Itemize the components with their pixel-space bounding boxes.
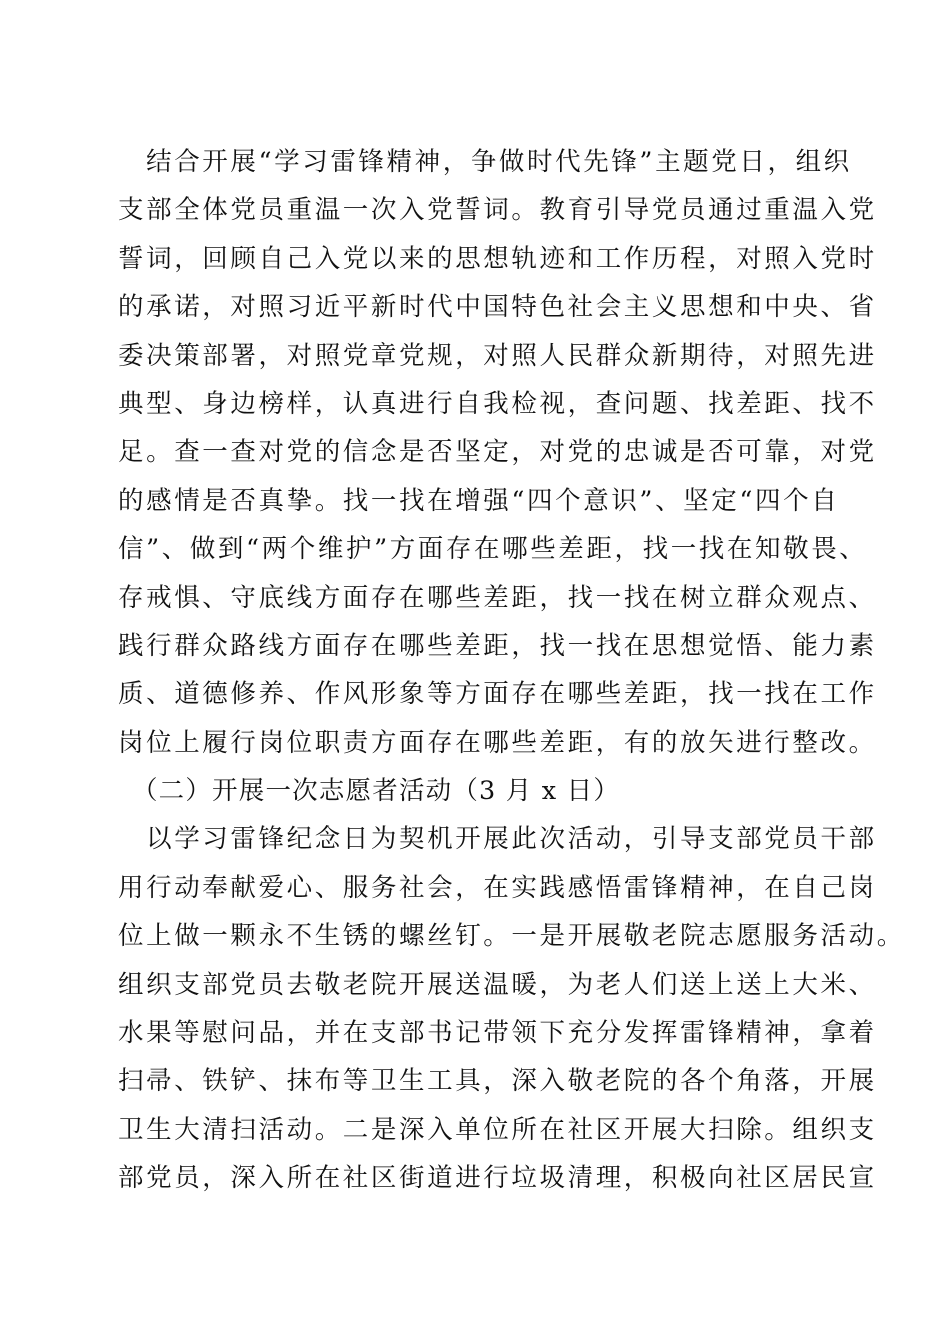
text-line: 卫生大清扫活动。二是深入单位所在社区开展大扫除。组织支 [118,1114,877,1145]
text-line: 信”、做到“两个维护”方面存在哪些差距，找一找在知敬畏、 [118,534,868,565]
text-line: 的感情是否真挚。找一找在增强“四个意识”、坚定“四个自 [118,485,840,516]
text-line: 足。查一查对党的信念是否坚定，对党的忠诚是否可靠，对党 [118,437,877,468]
text-line: 用行动奉献爱心、服务社会，在实践感悟雷锋精神，在自己岗 [118,872,877,903]
text-line: 扫帚、铁铲、抹布等卫生工具，深入敬老院的各个角落，开展 [118,1066,877,1097]
text-line: 岗位上履行岗位职责方面存在哪些差距，有的放矢进行整改。 [118,727,877,758]
text-line: 组织支部党员去敬老院开展送温暖，为老人们送上送上大米、 [118,969,877,1000]
text-line: 践行群众路线方面存在哪些差距，找一找在思想觉悟、能力素 [118,630,877,661]
text-line: 典型、身边榜样，认真进行自我检视，查问题、找差距、找不 [118,388,877,419]
text-line: 质、道德修养、作风形象等方面存在哪些差距，找一找在工作 [118,679,877,710]
text-line: 誓词，回顾自己入党以来的思想轨迹和工作历程，对照入党时 [118,243,877,274]
text-line: 部党员，深入所在社区街道进行垃圾清理，积极向社区居民宣 [118,1163,877,1194]
text-line: 以学习雷锋纪念日为契机开展此次活动，引导支部党员干部 [118,824,877,855]
text-line: 委决策部署，对照党章党规，对照人民群众新期待，对照先进 [118,340,877,371]
text-line: 的承诺，对照习近平新时代中国特色社会主义思想和中央、省 [118,292,877,323]
text-line: 水果等慰问品，并在支部书记带领下充分发挥雷锋精神，拿着 [118,1018,877,1049]
text-line: 支部全体党员重温一次入党誓词。教育引导党员通过重温入党 [118,195,877,226]
section-heading: （二）开展一次志愿者活动（3 月 x 日） [118,776,621,807]
body-text [118,138,905,1203]
text-line: 存戒惧、守底线方面存在哪些差距，找一找在树立群众观点、 [118,582,877,613]
text-line: 位上做一颗永不生锈的螺丝钉。一是开展敬老院志愿服务活动。 [118,921,905,952]
text-line: 结合开展“学习雷锋精神，争做时代先锋”主题党日，组织 [118,147,852,177]
